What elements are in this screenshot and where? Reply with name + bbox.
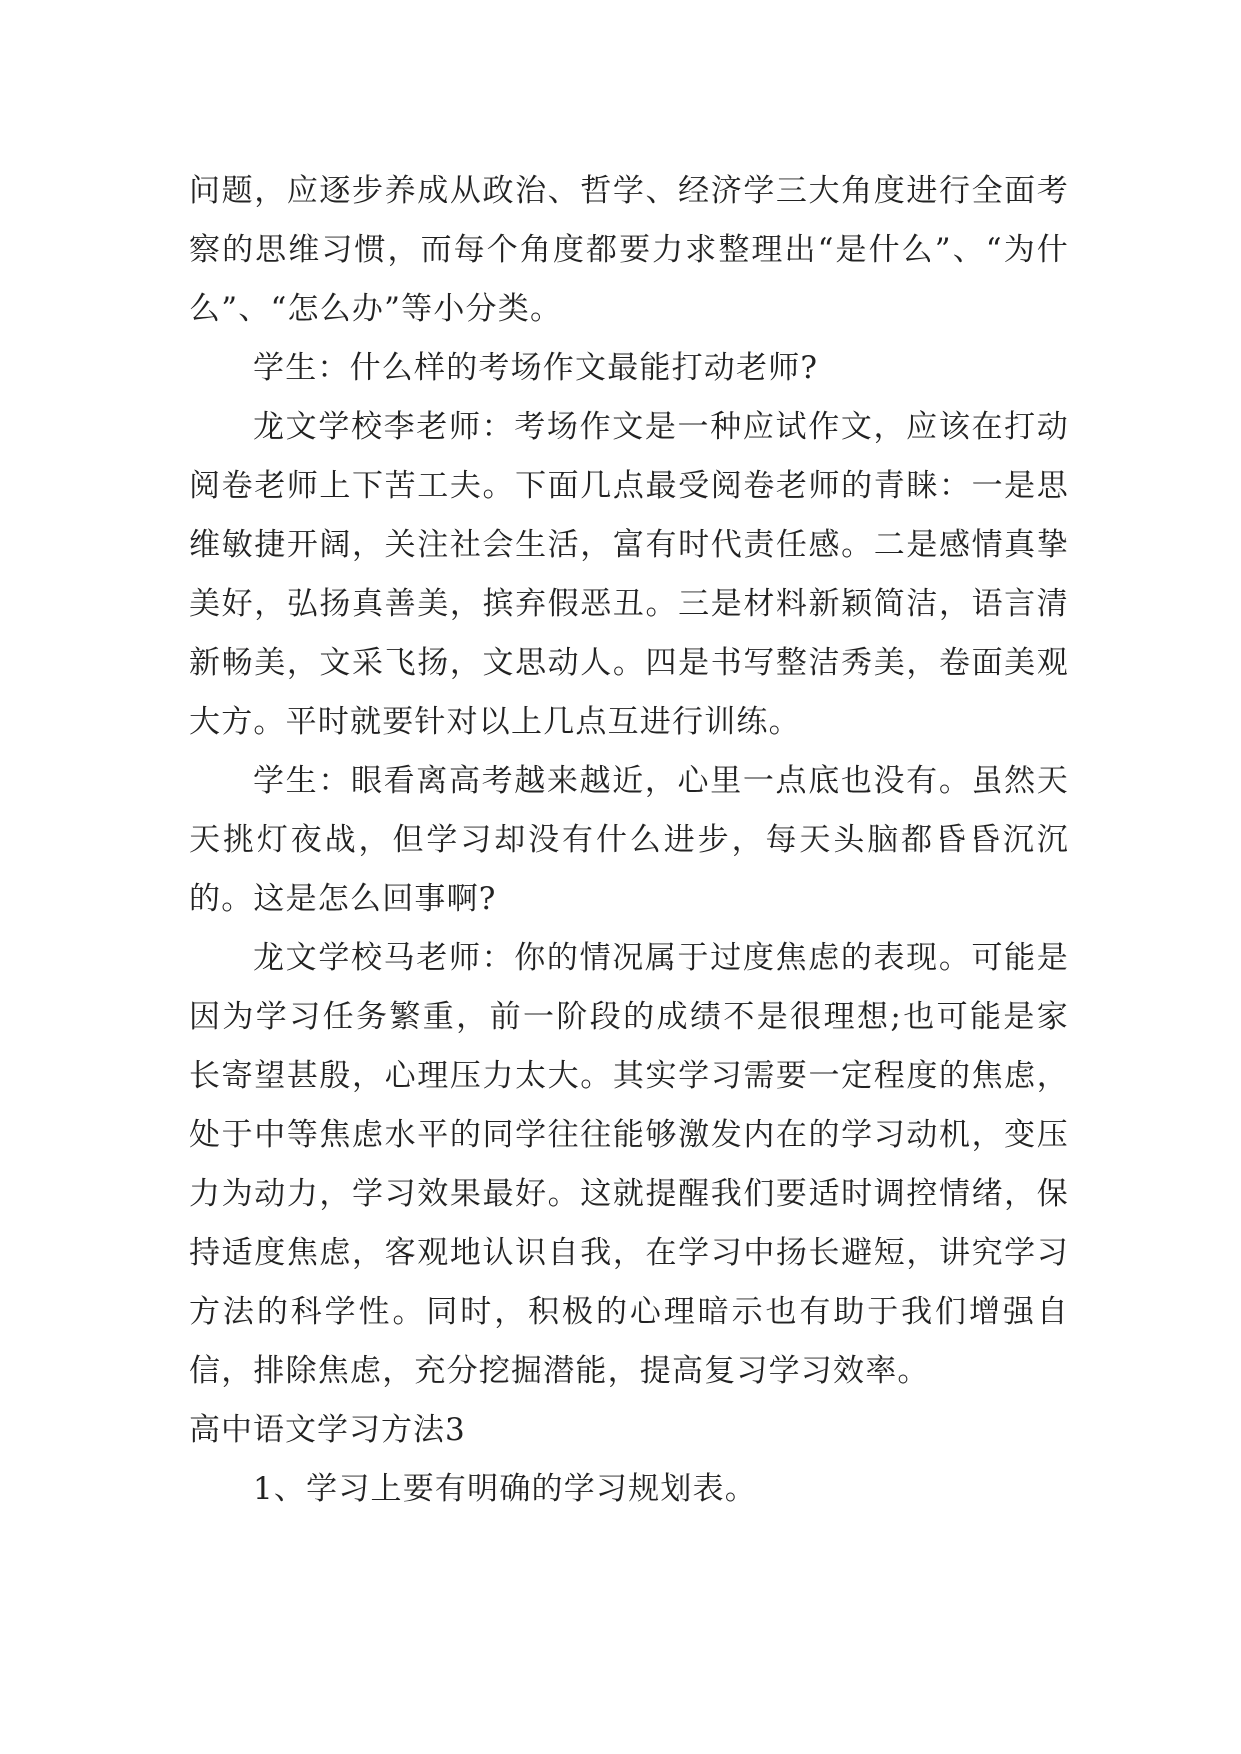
paragraph-continuation: 问题，应逐步养成从政治、哲学、经济学三大角度进行全面考察的思维习惯，而每个角度都要力求整理出“是什么”、“为什么”、“怎么办”等小分类。 [189,173,1069,327]
paragraph-student-question-1: 学生：什么样的考场作文最能打动老师? [253,350,819,386]
paragraph-teacher-li-answer: 龙文学校李老师：考场作文是一种应试作文，应该在打动阅卷老师上下苦工夫。下面几点最受阅卷老师的青睐：一是思维敏捷开阔，关注社会生活，富有时代责任感。二是感情真挚美好，弘扬真善美，摈弃假恶丑。三是材料新颖简洁，语言清新畅美，文采飞扬，文思动人。四是书写整洁秀美，卷面美观大方。平时就要针对以上几点互进行训练。 [189,409,1069,740]
list-item: 1、学习上要有明确的学习规划表。 [253,1471,757,1507]
document-body [189,162,1069,1519]
section-heading: 高中语文学习方法3 [189,1412,466,1448]
paragraph-teacher-ma-answer: 龙文学校马老师：你的情况属于过度焦虑的表现。可能是因为学习任务繁重，前一阶段的成绩不是很理想;也可能是家长寄望甚殷，心理压力太大。其实学习需要一定程度的焦虑，处于中等焦虑水平的同学往往能够激发内在的学习动机，变压力为动力，学习效果最好。这就提醒我们要适时调控情绪，保持适度焦虑，客观地认识自我，在学习中扬长避短，讲究学习方法的科学性。同时，积极的心理暗示也有助于我们增强自信，排除焦虑，充分挖掘潜能，提高复习学习效率。 [189,940,1069,1389]
paragraph-student-question-2: 学生：眼看离高考越来越近，心里一点底也没有。虽然天天挑灯夜战，但学习却没有什么进步，每天头脑都昏昏沉沉的。这是怎么回事啊? [189,763,1069,917]
